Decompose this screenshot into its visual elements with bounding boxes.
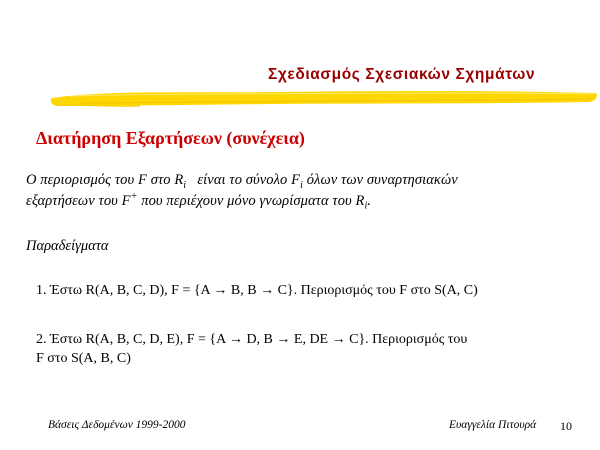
symbol-R: R [174,172,184,188]
subscript-i: i [183,179,187,191]
footer-author: Ευαγγελία Πιτουρά [449,419,537,431]
subscript-i: i [300,179,303,191]
superscript-plus: + [130,191,138,202]
header-title: Σχεδιασμός Σχεσιακών Σχημάτων [268,66,536,83]
example-2-line-2: F στο S(A, B, C) [36,351,131,366]
definition-line-2 [26,191,371,212]
text: εξαρτήσεων του [26,192,122,209]
highlight-brush-stroke [50,84,600,110]
symbol-F: F [291,172,301,188]
symbol-R: R [355,192,365,209]
text: στο [146,172,175,188]
period: . [367,192,372,209]
examples-label: Παραδείγματα [26,238,109,254]
symbol-F: F [138,172,147,188]
subscript-i: i [364,200,368,212]
text: είναι το σύνολο [186,172,292,188]
definition-line-1 [26,172,458,191]
example-1: 1. Έστω R(A, B, C, D), F = {A → B, B → C}. Περιορισμός του F στο S(A, C) [36,283,478,298]
text: όλων των συναρτησιακών [302,172,458,188]
section-title: Διατήρηση Εξαρτήσεων (συνέχεια) [36,128,305,148]
example-2-line-1: 2. Έστω R(A, B, C, D, E), F = {A → D, B → E, DE → C}. Περιορισμός του [36,332,468,347]
page-number: 10 [560,419,572,433]
symbol-F: F [121,192,131,209]
footer-left: Βάσεις Δεδομένων 1999-2000 [48,419,186,431]
text: Ο περιορισμός του [26,172,139,188]
text: που περιέχουν μόνο γνωρίσματα του [137,192,356,209]
